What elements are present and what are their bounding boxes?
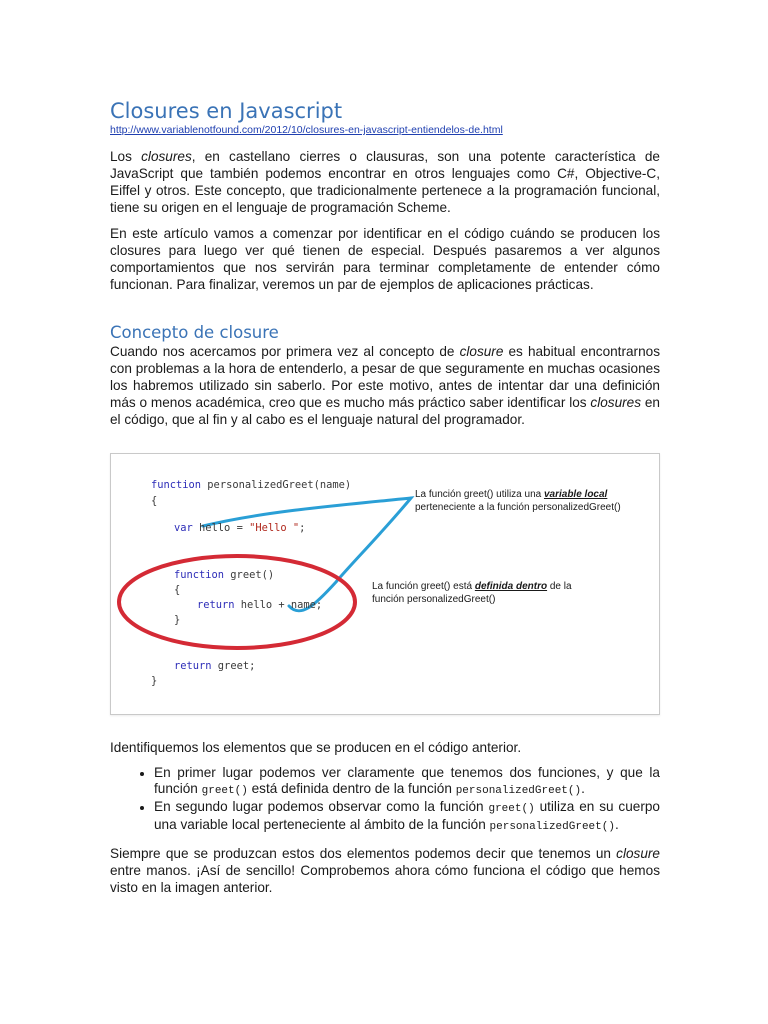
section-title: Concepto de closure [110, 323, 279, 342]
code-line: } [151, 675, 158, 687]
code-line: var hello = "Hello "; [174, 522, 306, 534]
code-line: { [151, 495, 158, 507]
code-line: { [174, 584, 181, 596]
list-item: • En segundo lugar podemos observar como la función greet() utiliza en su cuerpo una variable local perteneciente al ámbito de la función personalizedGreet(). [154, 799, 660, 835]
intro-paragraph-1: Los closures, en castellano cierres o clausuras, son una potente característica de JavaScript que también podemos encontrar en otros lenguajes como C#, Objective-C, Eiffel y otros. Este concepto, que tradicionalmente pertenece a la programación funcional, tiene su origen en el lenguaje de programación Scheme. [110, 149, 660, 215]
code-line: } [174, 614, 181, 626]
closing-paragraph: Siempre que se produzcan estos dos elementos podemos decir que tenemos un closure entre manos. ¡Así de sencillo! Comprobemos ahora cómo funciona el código que hemos visto en la imagen anterior. [110, 846, 660, 895]
code-line: return hello + name; [197, 599, 323, 611]
code-line: function personalizedGreet(name) [151, 479, 352, 491]
annotation-note-2: La función greet() está definida dentro de la función personalizedGreet() [372, 581, 572, 605]
after-figure-paragraph: Identifiquemos los elementos que se producen en el código anterior. [110, 740, 522, 755]
code-line: function greet() [174, 569, 275, 581]
annotation-note-1: La función greet() utiliza una variable local perteneciente a la función personalizedGreet() [415, 489, 621, 513]
document-page [110, 98, 660, 905]
section-paragraph: Cuando nos acercamos por primera vez al concepto de closure es habitual encontrarnos con problemas a la hora de entenderlo, a pesar de que seguramente en muchas ocasiones los habremos utilizado sin saberlo. Por este motivo, antes de intentar dar una definición más o menos académica, creo que es mucho más práctico saber identificar los closures en el código, que al fin y al cabo es el lenguaje natural del programador. [110, 344, 660, 427]
list-item: • En primer lugar podemos ver claramente que tenemos dos funciones, y que la función greet() está definida dentro de la función personalizedGreet(). [154, 765, 660, 799]
code-line: return greet; [174, 660, 256, 672]
source-link[interactable]: http://www.variablenotfound.com/2012/10/closures-en-javascript-entiendelos-de.html [110, 124, 503, 136]
intro-paragraph-2: En este artículo vamos a comenzar por identificar en el código cuándo se producen los closures para luego ver qué tienen de especial. Después pasaremos a ver algunos comportamientos que nos servirán para terminar completamente de entender cómo funcionan. Para finalizar, veremos un par de ejemplos de aplicaciones prácticas. [110, 226, 660, 292]
code-figure [110, 453, 660, 715]
page-title: Closures en Javascript [110, 99, 343, 123]
bullet-list [110, 765, 660, 835]
